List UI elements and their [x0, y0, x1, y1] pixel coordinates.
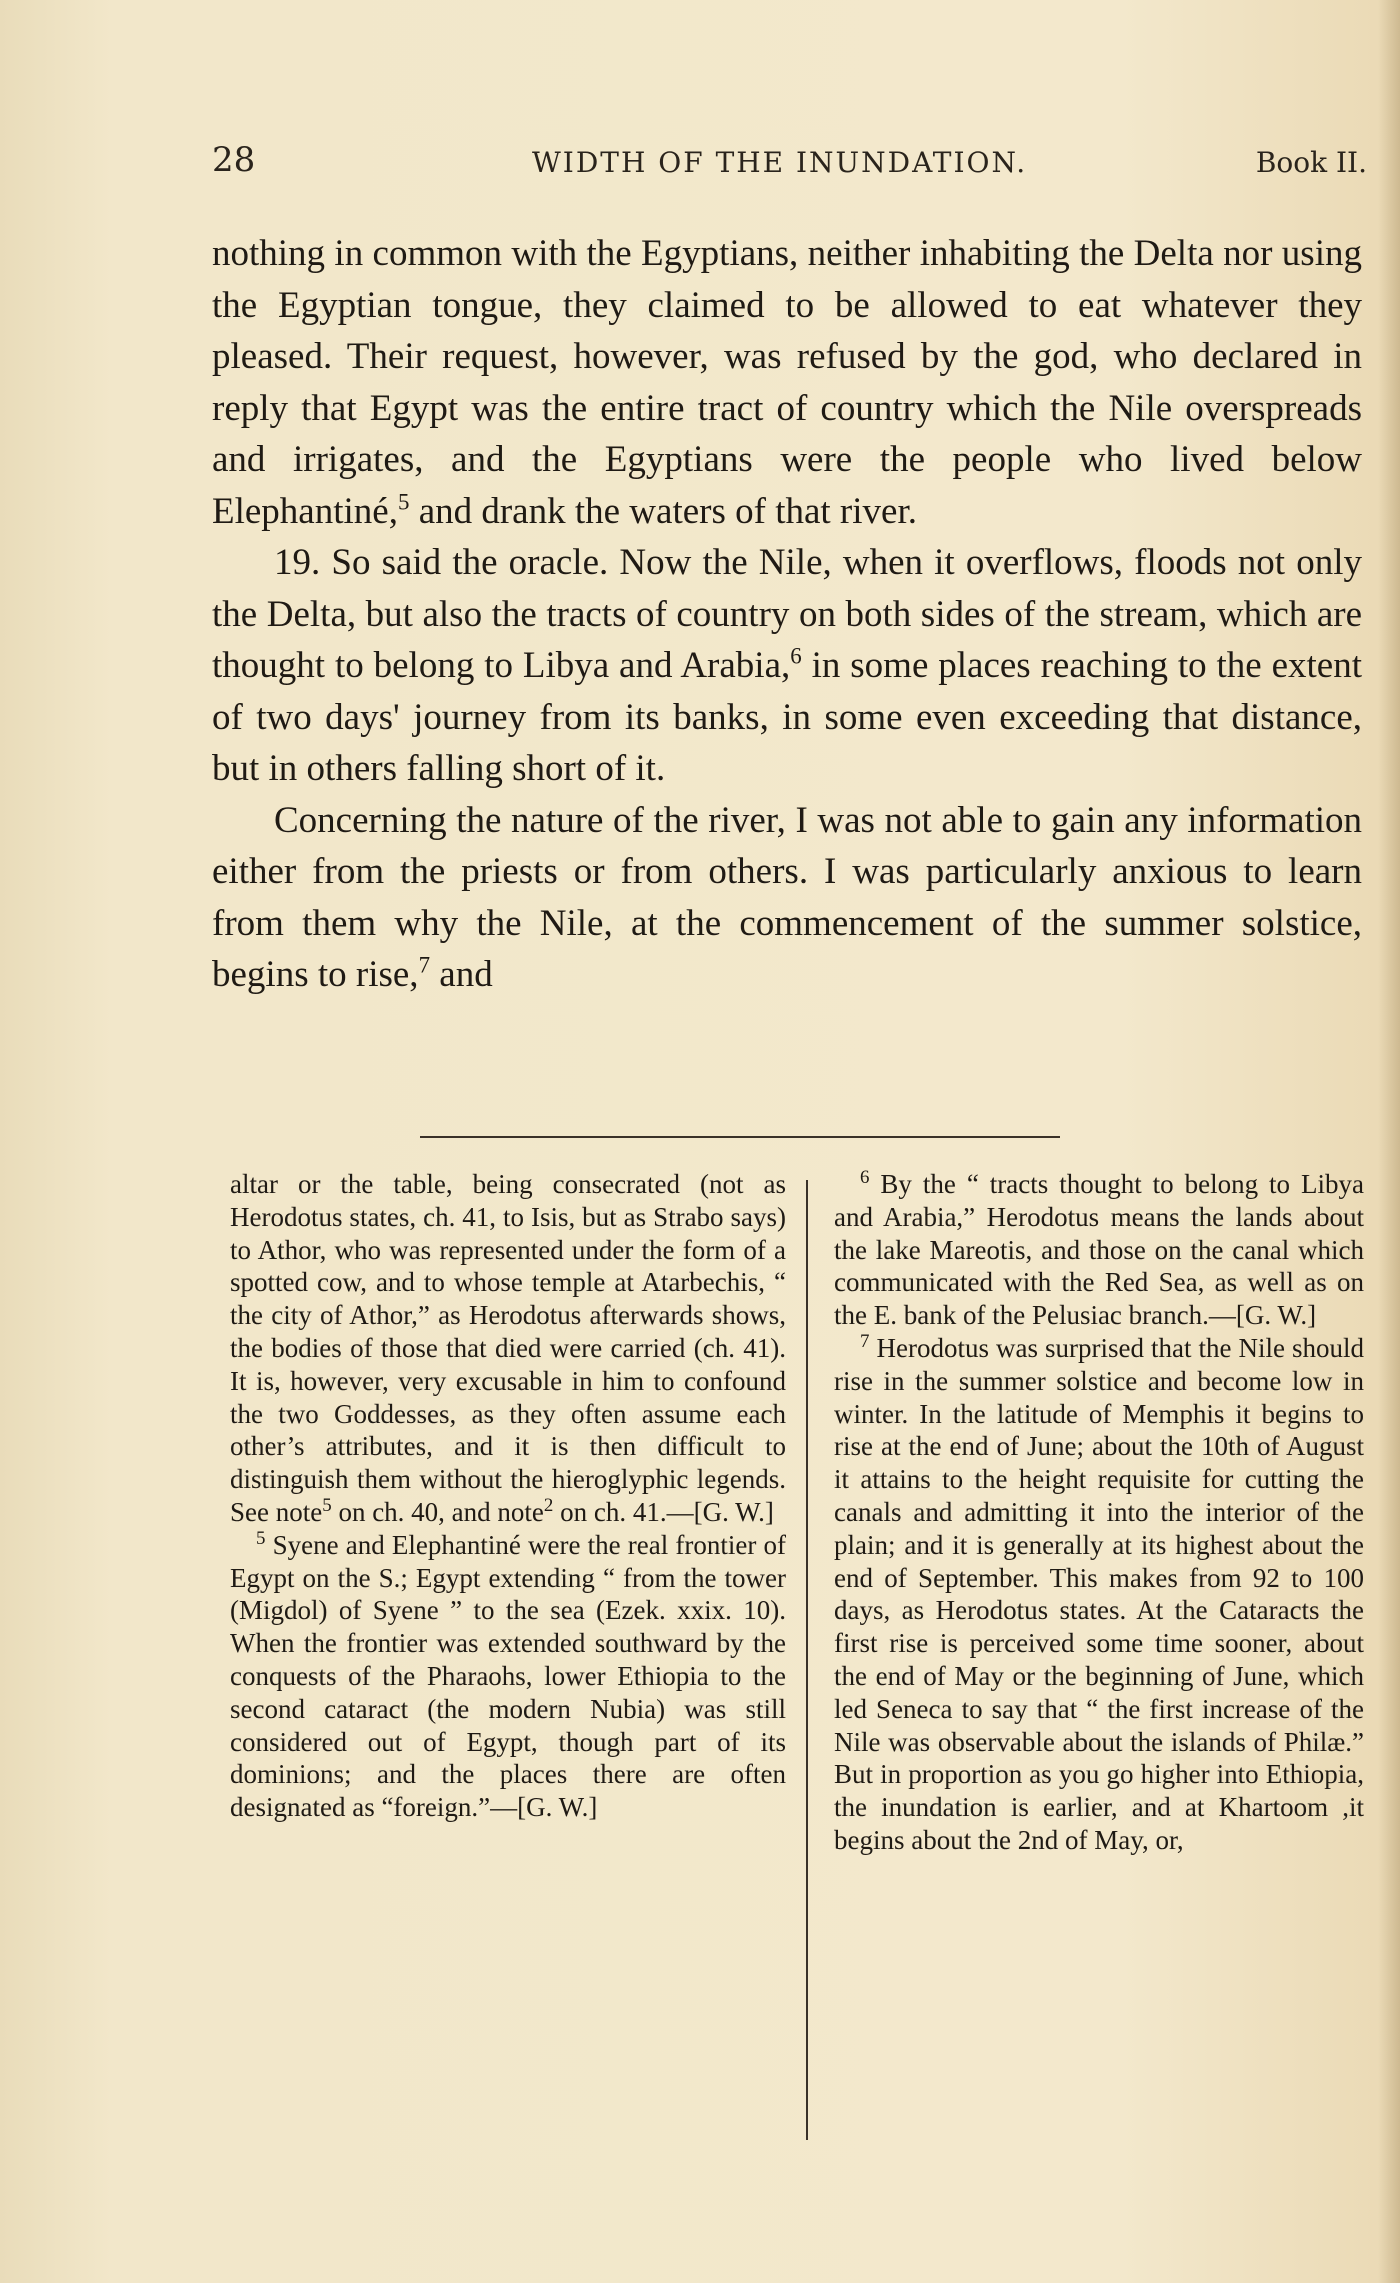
book-label: Book II.	[1255, 146, 1367, 179]
footnote-number: 7	[860, 1330, 870, 1352]
footnote-text: Herodotus was surprised that the Nile should rise in the summer solstice and become low in winter. In the latitude of Memphis it begins to rise at the end of June; about the 10th of August it attains to the height requisite for cutting the canals and admitting it into the interior of the plain; and it is generally at its highest about the end of September. This makes from 92 to 100 days, as Herodotus states. At the Cataracts the first rise is perceived some time sooner, about the end of May or the beginning of June, which led Seneca to say that “ the first increase of the Nile was observable about the islands of Philæ.” But in proportion as you go higher into Ethiopia, the inundation is earlier, and at Khartoom ,it begins about the 2nd of May, or,	[834, 1332, 1364, 1855]
footnotes-left-column	[230, 1168, 786, 1824]
footnote-number: 6	[860, 1167, 870, 1188]
main-text	[212, 228, 1362, 1001]
footnote-text: By the “ tracts thought to belong to Libya and Arabia,” Herodotus means the lands about the lake Mareotis, and those on the canal which communicated with the Red Sea, as well as on the E. bank of the Pelusiac branch.—[G. W.]	[834, 1169, 1364, 1331]
footnote-reference: 7	[418, 952, 431, 978]
main-paragraph-text: and drank the waters of that river.	[409, 490, 917, 532]
main-paragraph-text: nothing in common with the Egyptians, neither inhabiting the Delta nor using the Egyptian tongue, they claimed to be allowed to eat whatever they pleased. Their request, however, was refused by the god, who declared in reply that Egypt was the entire tract of country which the Nile overspreads and irrigates, and the Egyptians were the people who lived below Elephantiné,	[212, 233, 1362, 532]
footnote-text: altar or the table, being consecrated (not as Herodotus states, ch. 41, to Isis, but as Strabo says) to Athor, who was represented under the form of a spotted cow, and to whose temple at Atarbechis, “ the city of Athor,” as Herodotus afterwards shows, the bodies of those that died were carried (ch. 41). It is, however, very excusable in him to confound the two Goddesses, as they often assume each other’s attributes, and it is then difficult to distinguish them without the hieroglyphic legends. See note	[230, 1169, 786, 1527]
footnote-divider	[420, 1136, 1060, 1138]
column-rule	[806, 1180, 808, 2140]
footnote-continuation	[230, 1168, 786, 1529]
footnote-reference: 5	[397, 489, 410, 515]
footnote-text: on ch. 41.—[G. W.]	[553, 1496, 774, 1527]
page-edge-shadow	[1378, 0, 1400, 2283]
main-paragraph-text: 19. So said the oracle. Now the Nile, when it overflows, floods not only the Delta, but also the tracts of country on both sides of the stream, which are thought to belong to Libya and Arabia,	[212, 542, 1362, 686]
main-paragraph	[212, 228, 1362, 537]
footnote-reference: 6	[790, 643, 802, 669]
running-title: WIDTH OF THE INUNDATION.	[532, 146, 1028, 179]
page-number: 28	[212, 140, 256, 180]
main-paragraph-text: in some places reaching to the extent of two days' journey from its banks, in some even exceeding that distance, but in others falling short of it.	[212, 645, 1363, 789]
footnote-reference: 2	[543, 1494, 554, 1516]
main-paragraph-text: and	[430, 954, 493, 995]
footnote-reference: 5	[322, 1494, 332, 1516]
main-paragraph	[212, 537, 1362, 795]
main-paragraph-text: Concerning the nature of the river, I was not able to gain any information either from the priests or from others. I was particularly anxious to learn from them why the Nile, at the commencement of the summer solstice, begins to rise,	[212, 799, 1362, 995]
footnote-text: on ch. 40, and note	[331, 1496, 544, 1527]
running-header	[212, 140, 1367, 184]
main-paragraph	[212, 795, 1362, 1001]
footnote-6	[834, 1168, 1364, 1332]
footnotes-right-column	[834, 1168, 1364, 1857]
footnote-7	[834, 1332, 1364, 1857]
footnote-number: 5	[256, 1527, 266, 1549]
footnote-text: Syene and Elephantiné were the real frontier of Egypt on the S.; Egypt extending “ from the tower (Migdol) of Syene ” to the sea (Ezek. xxix. 10). When the frontier was extended southward by the conquests of the Pharaohs, lower Ethiopia to the second cataract (the modern Nubia) was still considered out of Egypt, though part of its dominions; and the places there are often designated as “foreign.”—[G. W.]	[230, 1529, 786, 1823]
footnote-5	[230, 1529, 786, 1824]
